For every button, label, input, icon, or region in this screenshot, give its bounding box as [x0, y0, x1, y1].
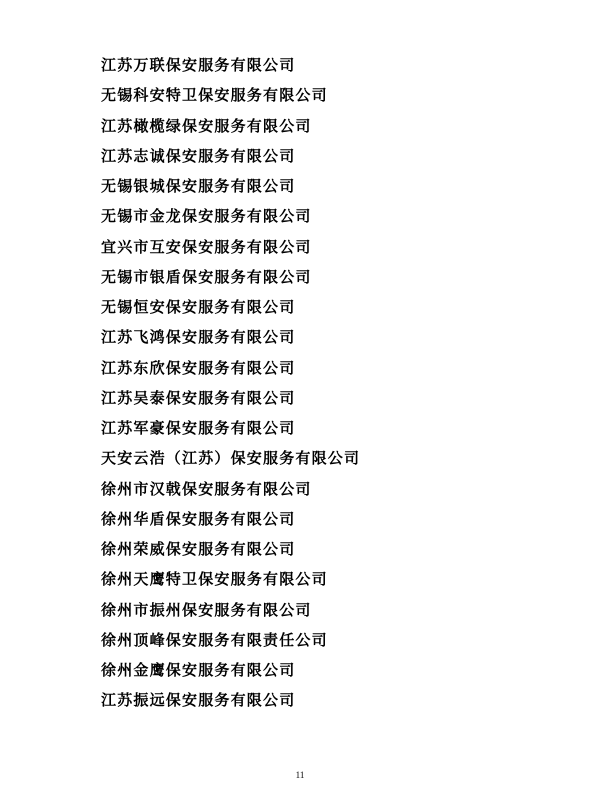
company-list: [101, 50, 360, 716]
list-item: 徐州天鹰特卫保安服务有限公司: [101, 570, 328, 589]
list-item: 江苏橄榄绿保安服务有限公司: [101, 116, 312, 135]
list-item: 江苏军豪保安服务有限公司: [101, 419, 296, 437]
list-item: 宜兴市互安保安服务有限公司: [101, 237, 312, 256]
list-item: 天安云浩（江苏）保安服务有限公司: [101, 449, 361, 468]
list-item: 徐州华盾保安服务有限公司: [101, 509, 296, 528]
list-item: 江苏飞鸿保安服务有限公司: [101, 328, 296, 347]
list-item: 无锡恒安保安服务有限公司: [101, 298, 296, 316]
list-item: 江苏万联保安服务有限公司: [101, 56, 296, 74]
list-item: 无锡科安特卫保安服务有限公司: [101, 86, 328, 105]
list-item: 无锡市银盾保安服务有限公司: [101, 267, 312, 286]
list-item: 徐州市汉戟保安服务有限公司: [101, 479, 312, 498]
list-item: 江苏志诚保安服务有限公司: [101, 146, 296, 165]
list-item: 徐州金鹰保安服务有限公司: [101, 661, 296, 679]
list-item: 徐州荣威保安服务有限公司: [101, 540, 296, 558]
list-item: 无锡银城保安服务有限公司: [101, 177, 296, 195]
list-item: 江苏吴泰保安服务有限公司: [101, 388, 296, 407]
list-item: 江苏振远保安服务有限公司: [101, 691, 296, 710]
list-item: 徐州市振州保安服务有限公司: [101, 600, 312, 619]
page-number: 11: [295, 770, 305, 780]
list-item: 江苏东欣保安服务有限公司: [101, 358, 296, 377]
list-item: 无锡市金龙保安服务有限公司: [101, 207, 312, 226]
list-item: 徐州顶峰保安服务有限责任公司: [101, 630, 328, 649]
